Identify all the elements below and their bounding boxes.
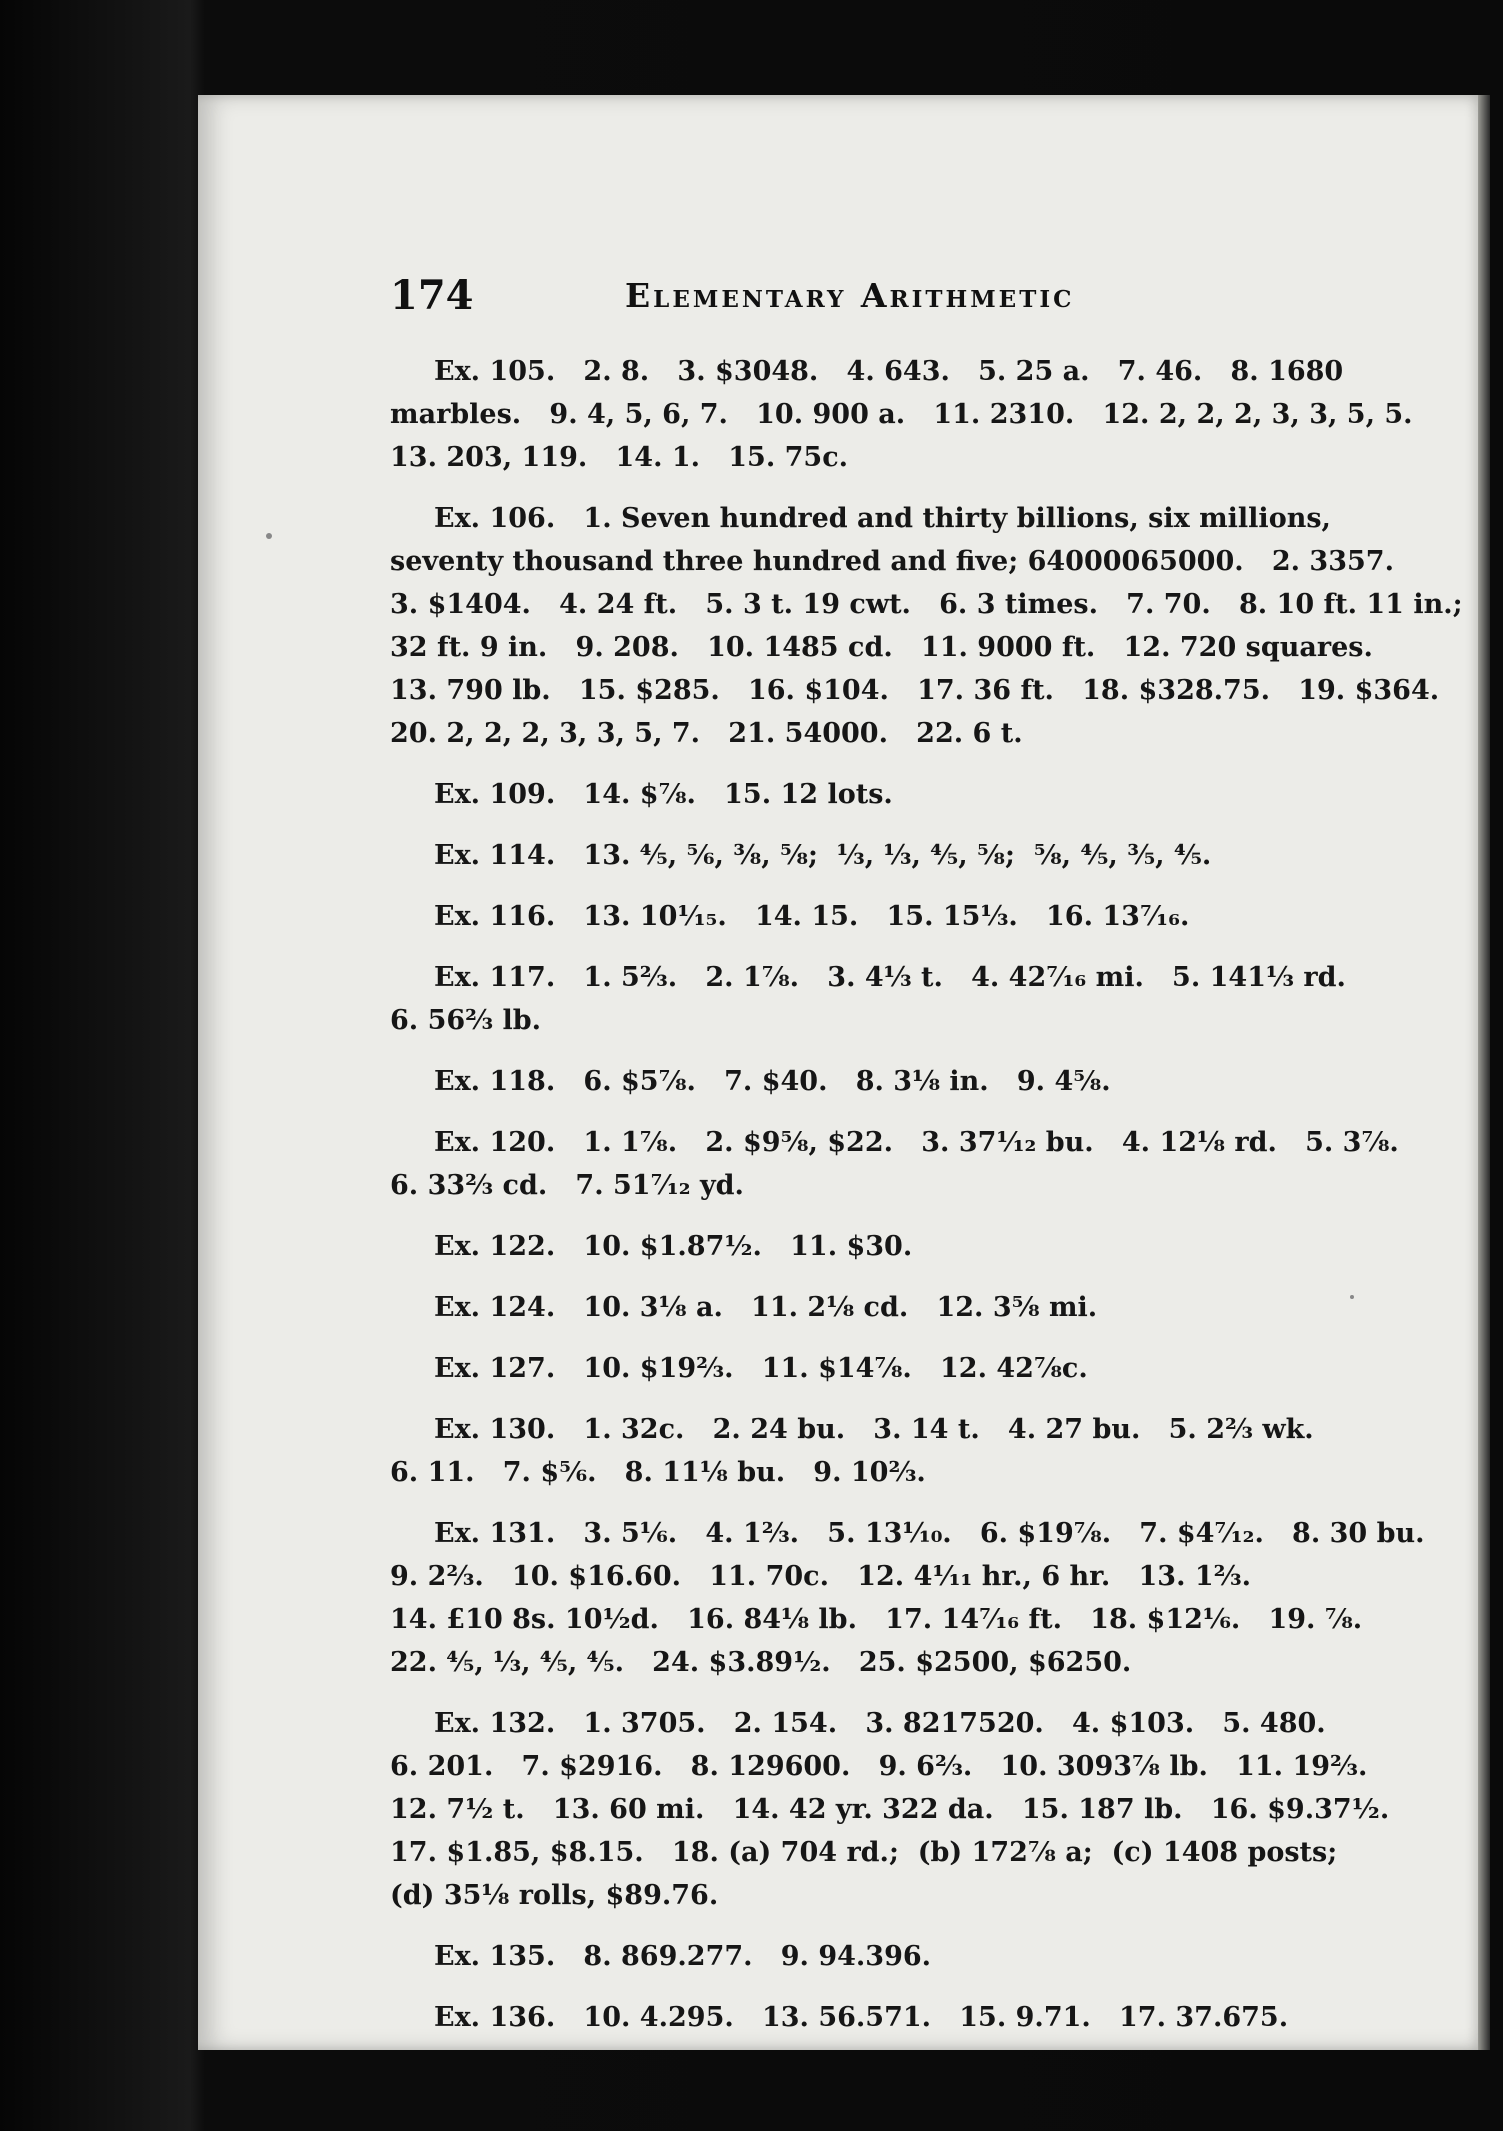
page-header	[390, 272, 1440, 332]
answer-line: 13. 203, 119. 14. 1. 15. 75c.	[390, 442, 849, 473]
answer-entry	[390, 1286, 1435, 1329]
answer-line: seventy thousand three hundred and five; 64000065000. 2. 3357.	[390, 546, 1394, 577]
answer-entry	[390, 1408, 1435, 1494]
answer-line: Ex. 127. 10. $19⅔. 11. $14⅞. 12. 42⅞c.	[434, 1353, 1088, 1384]
answer-entry	[390, 1702, 1435, 1917]
answer-line: 3. $1404. 4. 24 ft. 5. 3 t. 19 cwt. 6. 3 times. 7. 70. 8. 10 ft. 11 in.;	[390, 589, 1463, 620]
answer-line: 32 ft. 9 in. 9. 208. 10. 1485 cd. 11. 9000 ft. 12. 720 squares.	[390, 632, 1373, 663]
answer-line: 13. 790 lb. 15. $285. 16. $104. 17. 36 ft. 18. $328.75. 19. $364.	[390, 675, 1440, 706]
answer-line: Ex. 106. 1. Seven hundred and thirty billions, six millions,	[434, 503, 1331, 534]
running-title: Elementary Arithmetic	[625, 276, 1075, 315]
answer-line: Ex. 114. 13. ⅘, ⅚, ⅜, ⅝; ⅓, ⅓, ⅘, ⅝; ⅝, ⅘, ⅗, ⅘.	[434, 840, 1212, 871]
answer-entry	[390, 1935, 1435, 1978]
answer-entry	[390, 1512, 1435, 1684]
answer-line: Ex. 122. 10. $1.87½. 11. $30.	[434, 1231, 913, 1262]
answer-line: 6. 33⅔ cd. 7. 51⁷⁄₁₂ yd.	[390, 1170, 744, 1201]
answer-line: 6. 56⅔ lb.	[390, 1005, 542, 1036]
answer-entry	[390, 497, 1463, 755]
answer-entry	[390, 1225, 1435, 1268]
answer-entry	[390, 956, 1435, 1042]
answer-line: 22. ⅘, ⅓, ⅘, ⅘. 24. $3.89½. 25. $2500, $6250.	[390, 1647, 1132, 1678]
answer-line: marbles. 9. 4, 5, 6, 7. 10. 900 a. 11. 2310. 12. 2, 2, 2, 3, 3, 5, 5.	[390, 399, 1413, 430]
answer-line: 9. 2⅔. 10. $16.60. 11. 70c. 12. 4¹⁄₁₁ hr., 6 hr. 13. 1⅔.	[390, 1561, 1252, 1592]
answer-entry	[390, 1060, 1435, 1103]
answer-entry	[390, 834, 1435, 877]
page-number: 174	[390, 272, 474, 319]
answer-line: (d) 35⅛ rolls, $89.76.	[390, 1880, 719, 1911]
answer-entry	[390, 350, 1435, 479]
dust-speck	[266, 533, 272, 539]
answer-entry	[390, 773, 1435, 816]
dust-speck	[1350, 1295, 1354, 1299]
answer-line: 6. 11. 7. $⅚. 8. 11⅛ bu. 9. 10⅔.	[390, 1457, 926, 1488]
answer-line: 17. $1.85, $8.15. 18. (a) 704 rd.; (b) 172⅞ a; (c) 1408 posts;	[390, 1837, 1338, 1868]
answer-line: Ex. 131. 3. 5⅙. 4. 1⅔. 5. 13⅒. 6. $19⅞. 7. $4⁷⁄₁₂. 8. 30 bu.	[434, 1518, 1425, 1549]
answer-entry	[390, 895, 1435, 938]
answer-line: 20. 2, 2, 2, 3, 3, 5, 7. 21. 54000. 22. 6 t.	[390, 718, 1023, 749]
answer-line: Ex. 120. 1. 1⅞. 2. $9⅝, $22. 3. 37¹⁄₁₂ bu. 4. 12⅛ rd. 5. 3⅞.	[434, 1127, 1399, 1158]
answer-line: Ex. 118. 6. $5⅞. 7. $40. 8. 3⅛ in. 9. 4⅝.	[434, 1066, 1111, 1097]
answer-entry	[390, 1347, 1435, 1390]
answer-line: Ex. 130. 1. 32c. 2. 24 bu. 3. 14 t. 4. 27 bu. 5. 2⅔ wk.	[434, 1414, 1314, 1445]
answer-line: Ex. 124. 10. 3⅛ a. 11. 2⅛ cd. 12. 3⅝ mi.	[434, 1292, 1098, 1323]
answer-line: 6. 201. 7. $2916. 8. 129600. 9. 6⅔. 10. 3093⅞ lb. 11. 19⅔.	[390, 1751, 1368, 1782]
answer-line: 14. £10 8s. 10½d. 16. 84⅛ lb. 17. 14⁷⁄₁₆ ft. 18. $12⅙. 19. ⅞.	[390, 1604, 1363, 1635]
answer-entry	[390, 1996, 1435, 2039]
answer-line: Ex. 136. 10. 4.295. 13. 56.571. 15. 9.71. 17. 37.675.	[434, 2002, 1289, 2033]
answer-line: Ex. 117. 1. 5⅔. 2. 1⅞. 3. 4⅓ t. 4. 42⁷⁄₁₆ mi. 5. 141⅓ rd.	[434, 962, 1346, 993]
answer-line: Ex. 132. 1. 3705. 2. 154. 3. 8217520. 4. $103. 5. 480.	[434, 1708, 1326, 1739]
answer-line: Ex. 135. 8. 869.277. 9. 94.396.	[434, 1941, 932, 1972]
answer-entry	[390, 1121, 1435, 1207]
answer-list	[390, 350, 1463, 2057]
answer-line: Ex. 116. 13. 10¹⁄₁₅. 14. 15. 15. 15⅓. 16. 13⁷⁄₁₆.	[434, 901, 1190, 932]
answer-line: 12. 7½ t. 13. 60 mi. 14. 42 yr. 322 da. 15. 187 lb. 16. $9.37½.	[390, 1794, 1390, 1825]
answer-line: Ex. 105. 2. 8. 3. $3048. 4. 643. 5. 25 a. 7. 46. 8. 1680	[434, 356, 1344, 387]
answer-line: Ex. 109. 14. $⅞. 15. 12 lots.	[434, 779, 893, 810]
page-edge	[1478, 95, 1490, 2050]
